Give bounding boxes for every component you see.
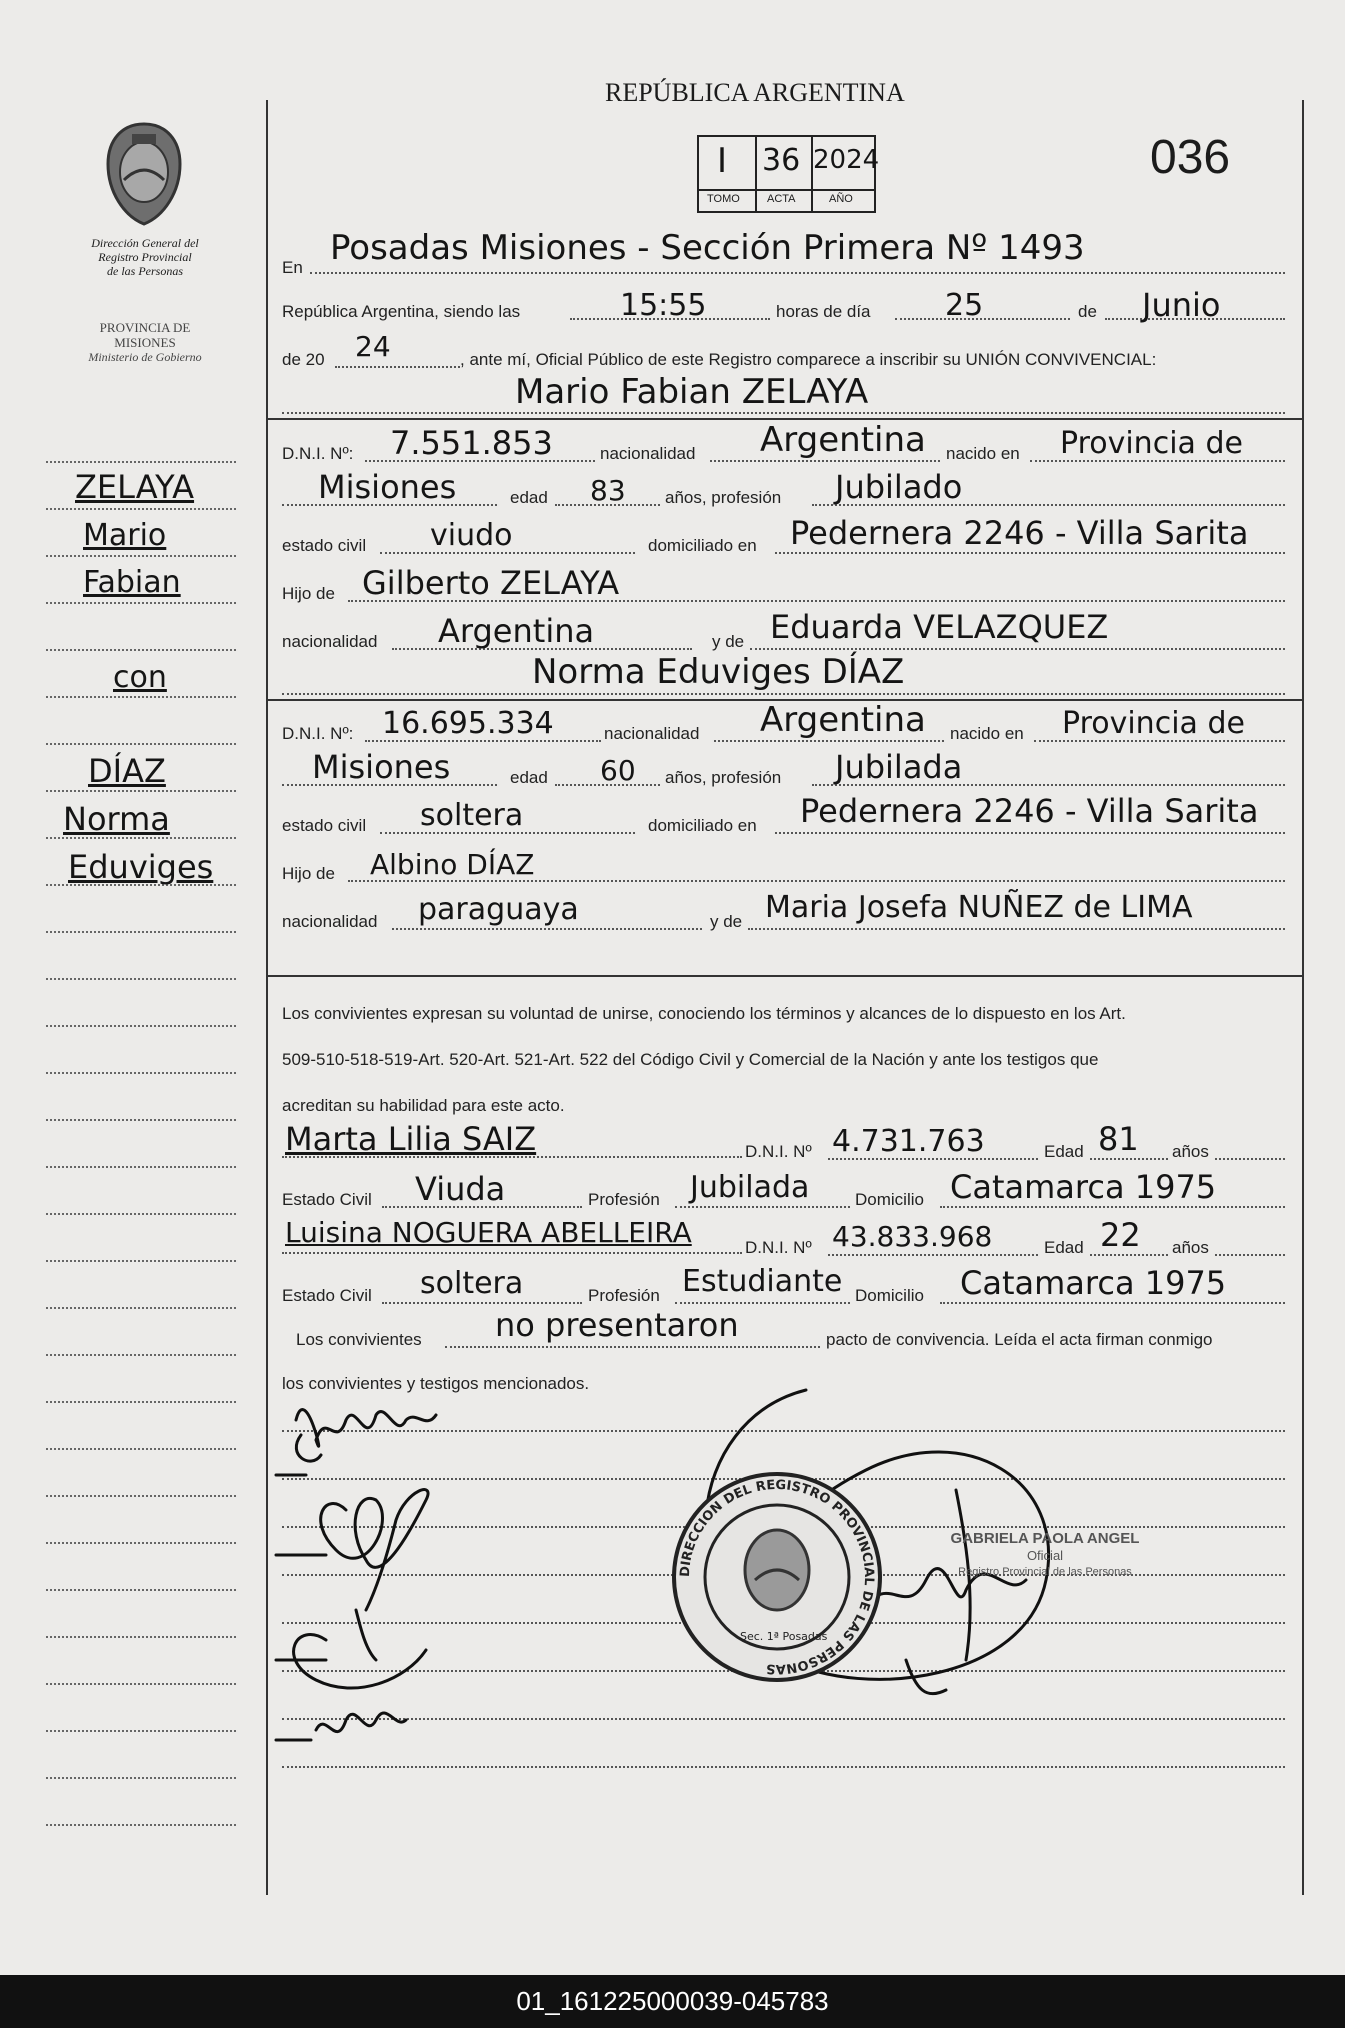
stamp-ring-text: DIRECCION DEL REGISTRO PROVINCIAL DE LAS PERSONAS xyxy=(677,1477,877,1677)
p1-nac-label: nacionalidad xyxy=(600,444,696,463)
p2-profession: Jubilada xyxy=(835,748,963,786)
w2-address: Catamarca 1975 xyxy=(960,1264,1227,1302)
p2-nationality: Argentina xyxy=(760,700,926,740)
pacto-value: no presentaron xyxy=(495,1306,739,1344)
official-line2: Oficial xyxy=(1026,1548,1064,1563)
horas-label: horas de día xyxy=(776,302,871,321)
w1-address: Catamarca 1975 xyxy=(950,1168,1217,1206)
ministry-line: Ministerio de Gobierno xyxy=(88,350,202,364)
w1-name: Marta Lilia SAIZ xyxy=(285,1120,537,1158)
place-value: Posadas Misiones - Sección Primera Nº 1493 xyxy=(330,228,1085,268)
w2-anios-label: años xyxy=(1172,1238,1209,1257)
anio-label: AÑO xyxy=(829,193,853,205)
p2-mother: Maria Josefa NUÑEZ de LIMA xyxy=(765,890,1193,925)
w1-dom-label: Domicilio xyxy=(855,1190,924,1209)
province-line1: PROVINCIA DE xyxy=(99,320,191,335)
p1-dni-value: 7.551.853 xyxy=(390,424,553,462)
stamp-sec: Sec. 1ª Posadas xyxy=(740,1630,828,1643)
anio-value: 2024 xyxy=(813,145,880,175)
w2-prof-label: Profesión xyxy=(588,1286,660,1305)
p1-profession: Jubilado xyxy=(835,468,963,506)
document-id-footer: 01_161225000039-045783 xyxy=(0,1975,1345,2028)
w1-dni-label: D.N.I. Nº xyxy=(745,1142,812,1161)
record-number: 036 xyxy=(1150,131,1231,184)
p1-anios-label: años, profesión xyxy=(665,488,782,507)
p1-civil: viudo xyxy=(430,518,513,553)
p1-hijo-label: Hijo de xyxy=(282,584,335,603)
p2-dni-label: D.N.I. Nº: xyxy=(282,724,354,743)
p1-mother: Eduarda VELAZQUEZ xyxy=(770,608,1109,646)
w2-civil-label: Estado Civil xyxy=(282,1286,372,1305)
republica-label: República Argentina, siendo las xyxy=(282,302,521,321)
margin-con: con xyxy=(113,660,167,695)
p1-parents-nat: Argentina xyxy=(438,612,595,650)
w1-dni: 4.731.763 xyxy=(832,1124,985,1159)
en-label: En xyxy=(282,258,303,277)
country-title: REPÚBLICA ARGENTINA xyxy=(605,78,905,107)
p2-nac-label: nacionalidad xyxy=(604,724,700,743)
w2-dom-label: Domicilio xyxy=(855,1286,924,1305)
province-block xyxy=(62,320,228,365)
w1-civil-label: Estado Civil xyxy=(282,1190,372,1209)
pacto-label: Los convivientes xyxy=(296,1330,422,1349)
p1-civil-label: estado civil xyxy=(282,536,367,555)
p1-age: 83 xyxy=(590,474,626,507)
official-name-stamp xyxy=(925,1530,1165,1581)
acta-value: 36 xyxy=(762,143,801,178)
w1-age: 81 xyxy=(1098,1120,1139,1158)
emblem-icon xyxy=(102,120,186,228)
p2-anios-label: años, profesión xyxy=(665,768,782,787)
w2-edad-label: Edad xyxy=(1044,1238,1084,1257)
p1-nacido-label: nacido en xyxy=(946,444,1020,463)
official-line3: Registro Provincial de las Personas xyxy=(958,1566,1132,1578)
de-label: de xyxy=(1078,302,1097,321)
frame-right-line xyxy=(1302,100,1304,1895)
p1-address: Pedernera 2246 - Villa Sarita xyxy=(790,514,1249,552)
month-value: Junio xyxy=(1142,286,1221,324)
official-line1: GABRIELA PAOLA ANGEL xyxy=(950,1530,1140,1547)
w1-edad-label: Edad xyxy=(1044,1142,1084,1161)
p2-nac2-label: nacionalidad xyxy=(282,912,378,931)
divider-3 xyxy=(266,975,1303,977)
p1-birthplace1: Provincia de xyxy=(1060,426,1243,461)
year-value: 24 xyxy=(355,330,391,363)
p1-nac2-label: nacionalidad xyxy=(282,632,378,651)
tomo-acta-anio-box xyxy=(697,135,880,213)
w1-anios-label: años xyxy=(1172,1142,1209,1161)
w2-dni: 43.833.968 xyxy=(832,1220,993,1253)
tomo-label: TOMO xyxy=(707,193,740,205)
p2-edad-label: edad xyxy=(510,768,548,787)
seal-text-block xyxy=(62,236,228,278)
w1-civil: Viuda xyxy=(415,1170,506,1208)
p1-yde-label: y de xyxy=(712,632,745,651)
p2-civil: soltera xyxy=(420,798,524,833)
seal-line1: Dirección General del xyxy=(91,236,199,250)
p2-yde-label: y de xyxy=(710,912,743,931)
person1-name: Mario Fabian ZELAYA xyxy=(515,372,869,412)
w2-profession: Estudiante xyxy=(682,1264,843,1299)
person2-name: Norma Eduviges DÍAZ xyxy=(532,652,905,692)
p1-birthplace2: Misiones xyxy=(318,468,457,506)
margin-name-fabian: Fabian xyxy=(83,565,181,600)
acta-label: ACTA xyxy=(767,193,796,205)
day-value: 25 xyxy=(945,288,984,323)
p2-birthplace2: Misiones xyxy=(312,748,451,786)
tomo-value: I xyxy=(717,141,728,181)
seal-line3: de las Personas xyxy=(107,264,183,278)
pacto-rest: pacto de convivencia. Leída el acta firman conmigo xyxy=(826,1330,1213,1349)
p1-nationality: Argentina xyxy=(760,420,926,460)
seal-line2: Registro Provincial xyxy=(98,250,192,264)
p1-edad-label: edad xyxy=(510,488,548,507)
w2-name: Luisina NOGUERA ABELLEIRA xyxy=(285,1216,692,1249)
p2-address: Pedernera 2246 - Villa Sarita xyxy=(800,792,1259,830)
p2-dom-label: domiciliado en xyxy=(648,816,757,835)
p2-parents-nat: paraguaya xyxy=(418,892,579,927)
year-prefix: de 20 xyxy=(282,350,325,369)
w2-age: 22 xyxy=(1100,1216,1141,1254)
margin-name-eduviges: Eduviges xyxy=(68,848,214,886)
margin-name-diaz: DÍAZ xyxy=(88,752,166,790)
province-line2: MISIONES xyxy=(114,335,176,350)
p2-age: 60 xyxy=(600,754,636,787)
margin-name-norma: Norma xyxy=(63,800,170,838)
w2-dni-label: D.N.I. Nº xyxy=(745,1238,812,1257)
p1-dni-label: D.N.I. Nº: xyxy=(282,444,354,463)
p2-civil-label: estado civil xyxy=(282,816,367,835)
p2-hijo-label: Hijo de xyxy=(282,864,335,883)
margin-name-mario: Mario xyxy=(83,518,167,553)
p1-father: Gilberto ZELAYA xyxy=(362,564,620,602)
p2-birthplace1: Provincia de xyxy=(1062,706,1245,741)
w1-prof-label: Profesión xyxy=(588,1190,660,1209)
w2-civil: soltera xyxy=(420,1266,524,1301)
after-year-text: , ante mí, Oficial Público de este Registro comparece a inscribir su UNIÓN CONVIVENCIAL: xyxy=(460,350,1157,369)
margin-name-zelaya: ZELAYA xyxy=(75,468,195,506)
p2-nacido-label: nacido en xyxy=(950,724,1024,743)
p2-father: Albino DÍAZ xyxy=(370,848,535,881)
pacto-line2: los convivientes y testigos mencionados. xyxy=(282,1374,590,1393)
declaration-line2: 509-510-518-519-Art. 520-Art. 521-Art. 522 del Código Civil y Comercial de la Nación y ante los testigos que xyxy=(282,1050,1099,1069)
time-value: 15:55 xyxy=(620,288,707,323)
declaration-line1: Los convivientes expresan su voluntad de unirse, conociendo los términos y alcances de lo dispuesto en los Art. xyxy=(282,1004,1126,1023)
p2-dni-value: 16.695.334 xyxy=(382,706,554,741)
official-stamp xyxy=(670,1470,885,1685)
p1-dom-label: domiciliado en xyxy=(648,536,757,555)
w1-profession: Jubilada xyxy=(690,1170,810,1205)
declaration-line3: acreditan su habilidad para este acto. xyxy=(282,1096,565,1115)
